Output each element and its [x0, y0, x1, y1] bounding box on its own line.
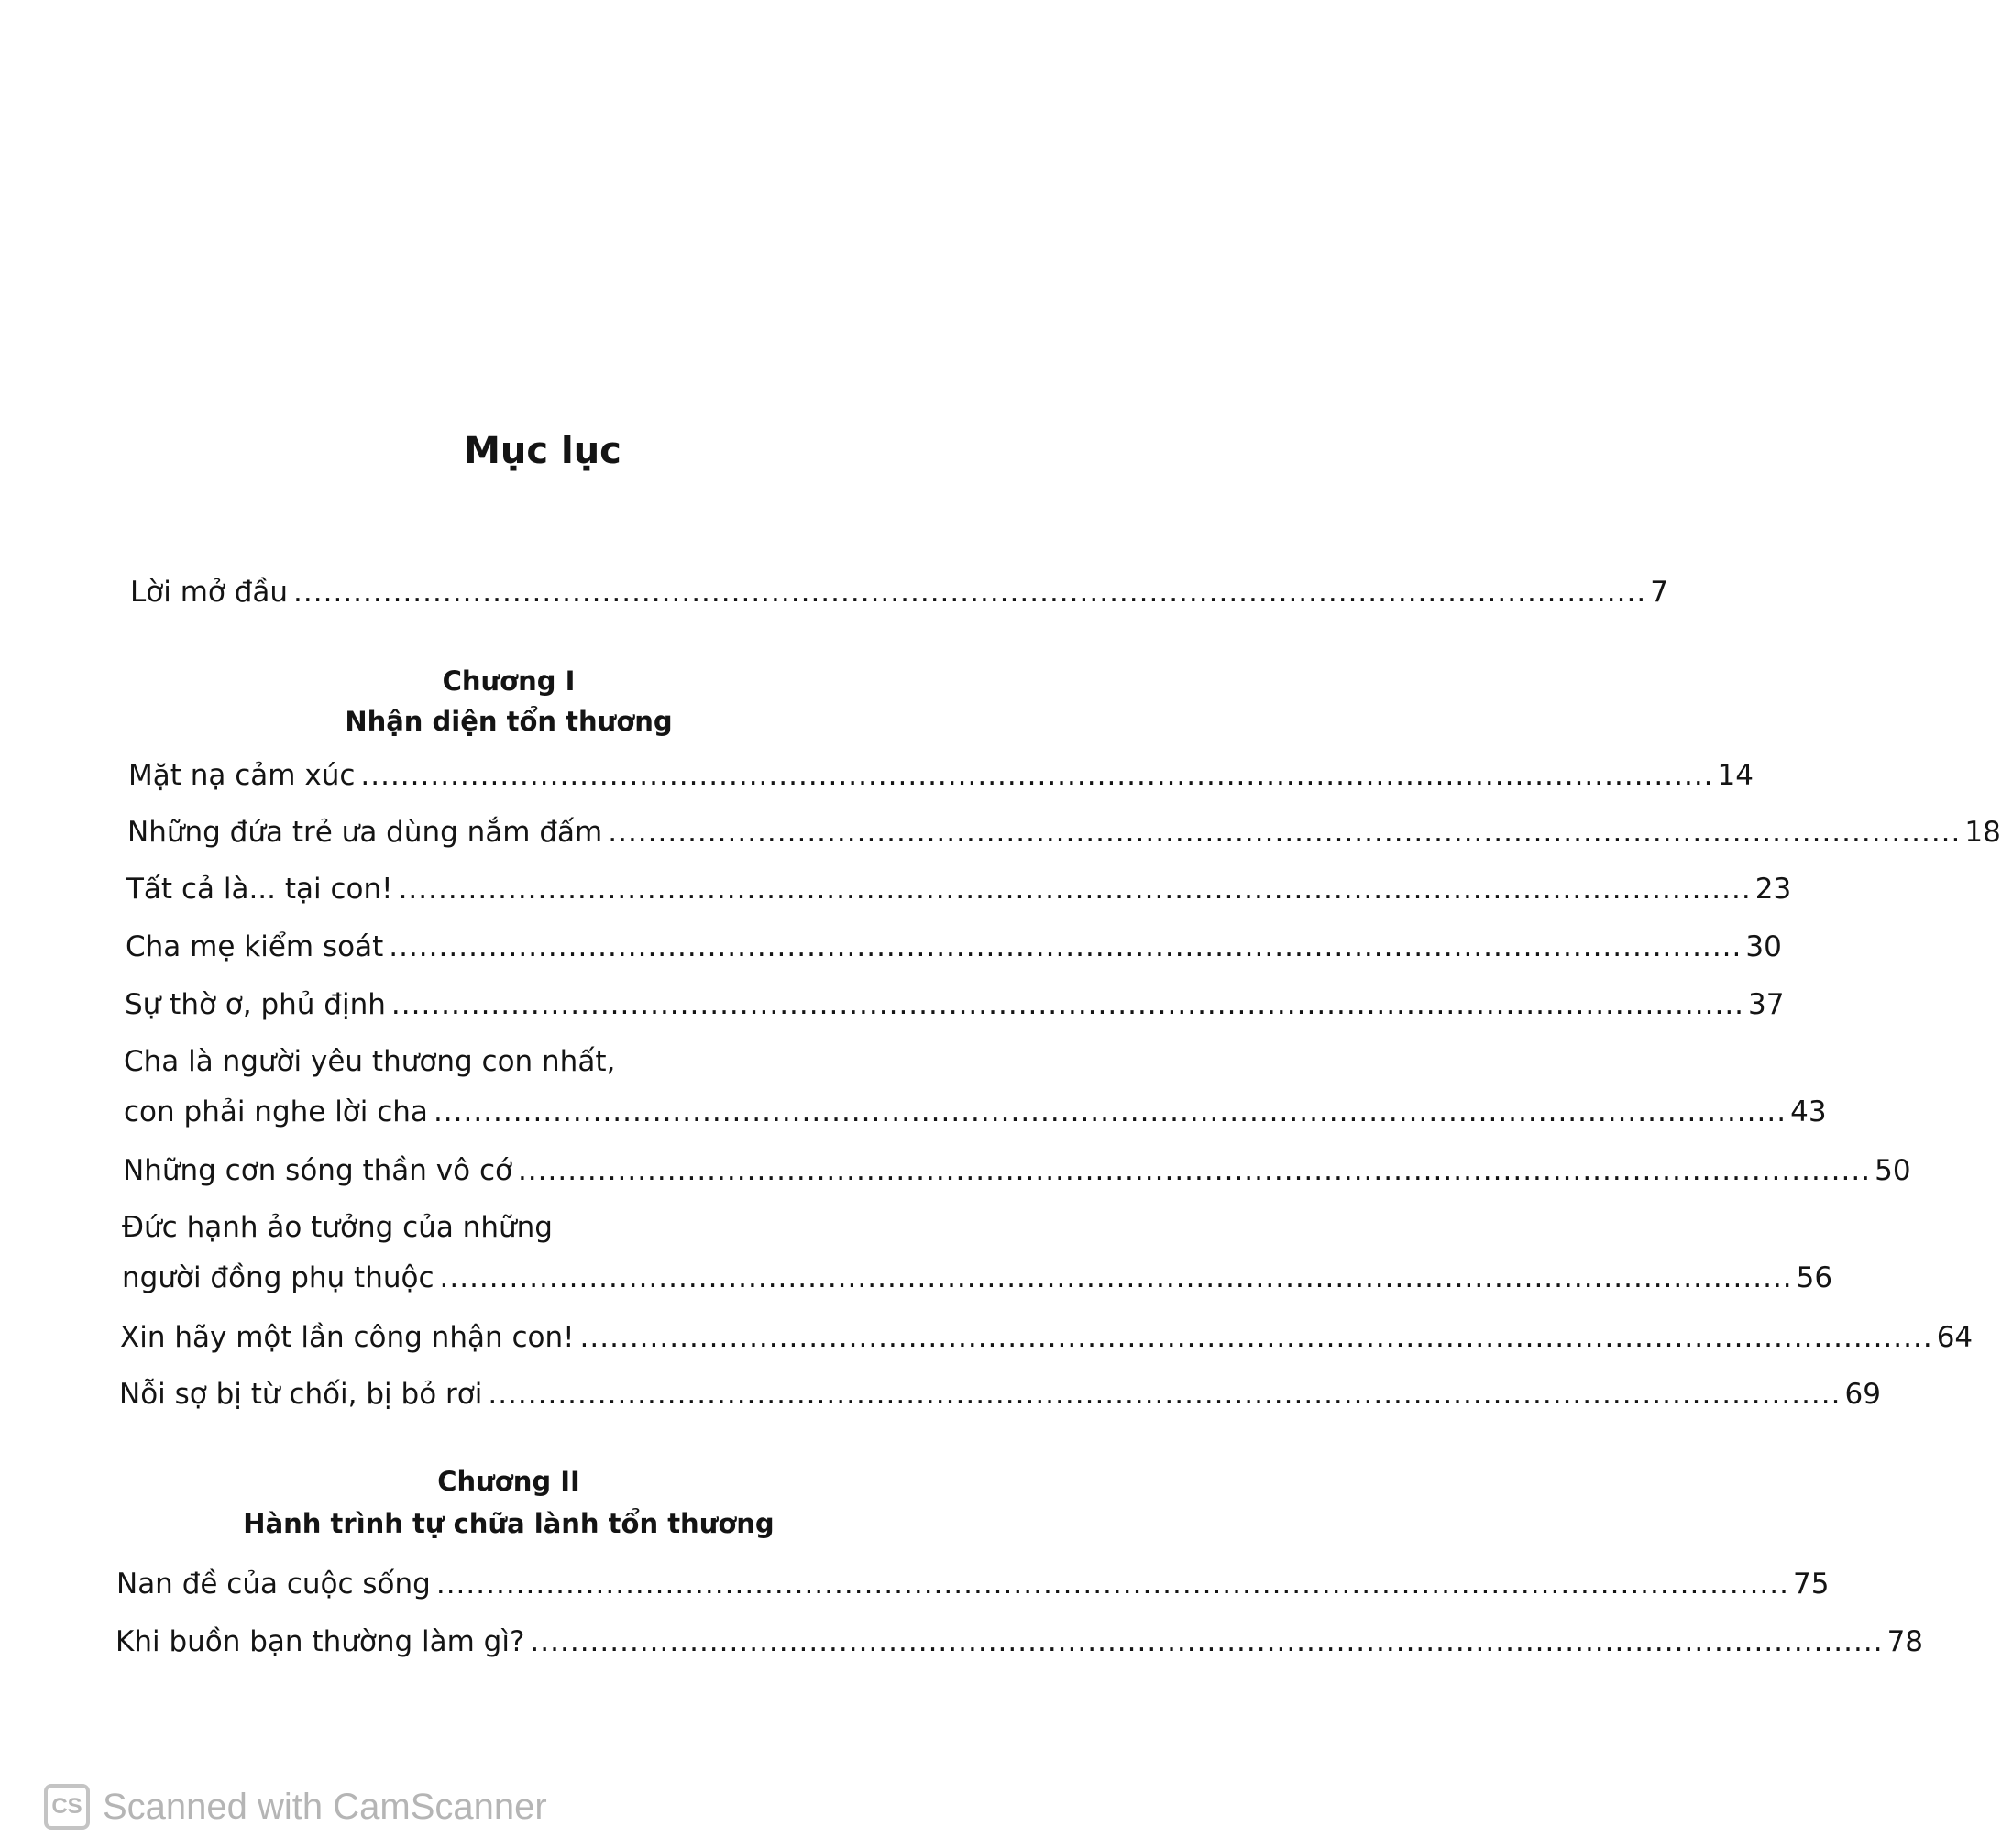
toc-entry-label: con phải nghe lời cha	[124, 1095, 428, 1128]
toc-entry-page: 56	[1796, 1261, 1833, 1294]
toc-entry-page: 75	[1793, 1568, 1830, 1600]
toc-entry-label: Sự thờ ơ, phủ định	[125, 988, 386, 1021]
dot-leader: ........................................................................................................................................	[608, 816, 1962, 849]
toc-entry[interactable]	[125, 986, 1785, 1023]
page-title: Mục lục	[464, 430, 621, 472]
toc-entry[interactable]	[116, 1566, 1830, 1602]
toc-entry[interactable]	[115, 1623, 1924, 1660]
toc-entry-page: 43	[1790, 1095, 1827, 1128]
toc-entry-label: Xin hãy một lần công nhận con!	[120, 1321, 575, 1354]
camscanner-watermark	[44, 1781, 547, 1832]
toc-entry-label: Những đứa trẻ ưa dùng nắm đấm	[127, 816, 603, 849]
toc-entry[interactable]	[123, 1152, 1911, 1189]
toc-entry-label: Khi buồn bạn thường làm gì?	[115, 1625, 525, 1658]
toc-entry-page: 7	[1650, 576, 1668, 609]
toc-entry-page: 30	[1745, 930, 1782, 963]
dot-leader: ........................................................................................................................................	[488, 1378, 1842, 1411]
dot-leader: ........................................................................................................................................	[579, 1321, 1933, 1354]
toc-entry-page: 69	[1844, 1378, 1881, 1411]
toc-entry-page: 14	[1717, 759, 1754, 792]
toc-entry-label: Mặt nạ cảm xúc	[128, 759, 356, 792]
dot-leader: ........................................................................................................................................	[360, 759, 1714, 792]
toc-entry-label: Nỗi sợ bị từ chối, bị bỏ rơi	[119, 1378, 483, 1411]
toc-entry-label: Lời mở đầu	[130, 576, 289, 609]
toc-entry-label: Tất cả là... tại con!	[126, 873, 393, 906]
dot-leader: ........................................................................................................................................	[530, 1625, 1884, 1658]
toc-entry-label: người đồng phụ thuộc	[122, 1261, 434, 1294]
toc-entry-label-line1: Cha là người yêu thương con nhất,	[124, 1045, 616, 1078]
toc-entry-page: 37	[1748, 988, 1785, 1021]
toc-entry[interactable]	[122, 1260, 1833, 1296]
chapter-1-subtitle: Nhận diện tổn thương	[345, 706, 673, 737]
toc-entry[interactable]	[120, 1319, 1974, 1356]
dot-leader: ........................................................................................................................................	[398, 873, 1752, 906]
toc-entry[interactable]	[126, 871, 1792, 908]
dot-leader: ........................................................................................................................................	[433, 1095, 1787, 1128]
camscanner-logo-icon: CS	[44, 1784, 90, 1830]
watermark-text: Scanned with CamScanner	[103, 1786, 547, 1827]
toc-entry[interactable]	[126, 929, 1782, 965]
chapter-2-subtitle: Hành trình tự chữa lành tổn thương	[243, 1508, 775, 1539]
chapter-1-heading: Chương I	[442, 666, 576, 697]
toc-entry-page: 64	[1936, 1321, 1974, 1354]
dot-leader: ........................................................................................................................................	[389, 930, 1743, 963]
toc-entry[interactable]	[127, 814, 2001, 851]
toc-entry-label: Những cơn sóng thần vô cớ	[123, 1154, 512, 1187]
toc-entry-page: 23	[1754, 873, 1792, 906]
toc-entry-intro[interactable]	[130, 574, 1668, 610]
toc-entry[interactable]	[119, 1376, 1881, 1413]
dot-leader: ........................................................................................................................................	[435, 1568, 1789, 1600]
dot-leader: ........................................................................................................................................	[439, 1261, 1793, 1294]
toc-entry-page: 18	[1964, 816, 2001, 849]
toc-entry[interactable]	[128, 757, 1754, 794]
toc-entry-label-line1: Đức hạnh ảo tưởng của những	[122, 1211, 553, 1244]
toc-entry-page: 78	[1886, 1625, 1924, 1658]
toc-entry-page: 50	[1875, 1154, 1911, 1187]
dot-leader: ........................................................................................................................................	[517, 1154, 1872, 1187]
toc-entry[interactable]	[124, 1094, 1827, 1130]
dot-leader: ........................................................................................................................................	[293, 576, 1647, 609]
toc-entry-label: Nan đề của cuộc sống	[116, 1568, 431, 1600]
toc-entry-label: Cha mẹ kiểm soát	[126, 930, 384, 963]
dot-leader: ........................................................................................................................................	[390, 988, 1745, 1021]
chapter-2-heading: Chương II	[437, 1466, 580, 1497]
